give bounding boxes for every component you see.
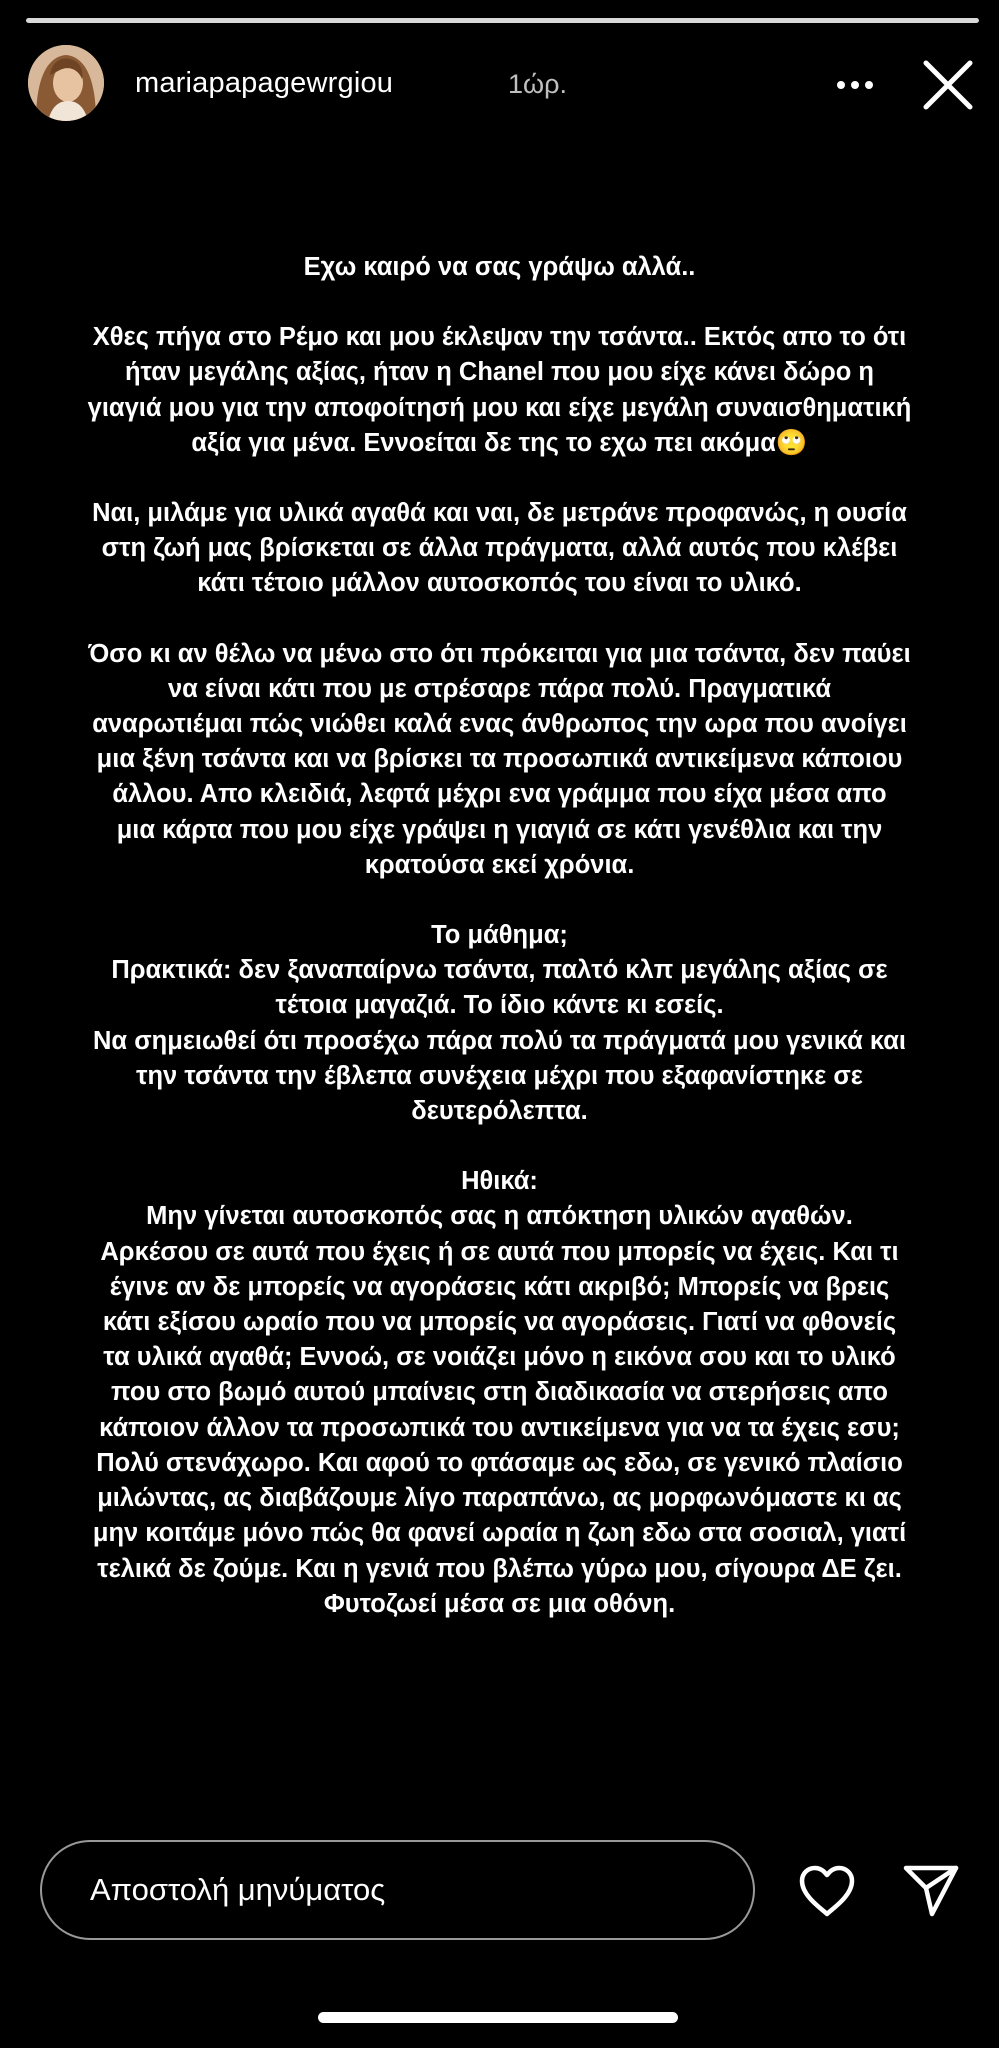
story-line: Ηθικά: [461, 1167, 538, 1196]
story-header [28, 45, 978, 125]
close-button[interactable] [920, 57, 976, 113]
story-line: Μην γίνεται αυτοσκοπός σας η απόκτηση υλικών αγαθών. [146, 1202, 853, 1231]
story-line: κάτι τέτοιο μάλλον αυτοσκοπός του είναι το υλικό. [197, 569, 802, 598]
story-line: Χθες πήγα στο Ρέμο και μου έκλεψαν την τσάντα.. Εκτός απο το ότι [92, 323, 907, 352]
story-paragraph [20, 250, 979, 285]
story-line: την τσάντα την έβλεπα συνέχεια μέχρι που εξαφανίστηκε σε [136, 1061, 863, 1090]
story-line: Πρακτικά: δεν ξαναπαίρνω τσάντα, παλτό κλπ μεγάλης αξίας σε [111, 956, 888, 985]
paper-plane-icon [902, 1862, 960, 1918]
story-footer [40, 1840, 960, 1944]
story-line: άλλου. Απο κλειδιά, λεφτά μέχρι ενα γράμμα που είχα μέσα απο [112, 780, 887, 809]
story-line: κρατούσα εκεί χρόνια. [364, 850, 635, 879]
story-line: μια κάρτα που μου είχε γράψει η γιαγιά σε κάτι γενέθλια και την [116, 815, 883, 844]
like-button[interactable] [798, 1864, 856, 1918]
story-timestamp: 1ώρ. [508, 69, 567, 99]
username[interactable]: mariapapagewrgiou [135, 67, 394, 99]
message-input[interactable] [40, 1840, 755, 1940]
story-line: Φυτοζωεί μέσα σε μια οθόνη. [323, 1589, 676, 1618]
story-paragraph [20, 320, 979, 461]
story-line: μιλώντας, ας διαβάζουμε λίγο παραπάνω, ας μορφωνόμαστε κι ας [97, 1484, 902, 1513]
avatar[interactable] [28, 45, 104, 121]
story-line: Όσο κι αν θέλω να μένω στο ότι πρόκειται για μια τσάντα, δεν παύει [88, 639, 911, 668]
story-line: αξία για μένα. Εννοείται δε της το εχω πει ακόμα🙄 [191, 428, 808, 457]
story-line: που στο βωμό αυτού μπαίνεις στη διαδικασία να στερήσεις απο [111, 1378, 888, 1407]
story-line: στη ζωή μας βρίσκεται σε άλλα πράγματα, αλλά αυτός που κλέβει [101, 534, 898, 563]
story-line: Το μάθημα; [431, 921, 568, 950]
story-line: δευτερόλεπτα. [411, 1097, 588, 1126]
story-line: μια ξένη τσάντα και να βρίσκει τα προσωπικά αντικείμενα κάποιου [96, 745, 903, 774]
story-paragraph [20, 918, 979, 1129]
story-line: ήταν μεγάλης αξίας, ήταν η Chanel που μου είχε κάνει δώρο η [124, 358, 875, 387]
send-button[interactable] [902, 1862, 960, 1918]
story-paragraph [20, 496, 979, 602]
story-line: έγινε αν δε μπορείς να αγοράσεις κάτι ακριβό; Μπορείς να βρεις [109, 1272, 890, 1301]
story-line: μην κοιτάμε μόνο πώς θα φανεί ωραία η ζωη εδω στα σοσιαλ, γιατί [92, 1519, 907, 1548]
story-progress-fill [26, 18, 979, 23]
story-line: γιαγιά μου για την αποφοίτησή μου και είχε μεγάλη συναισθηματική [87, 393, 912, 422]
story-progress-bar [26, 18, 979, 23]
heart-icon [798, 1864, 856, 1918]
story-line: Να σημειωθεί ότι προσέχω πάρα πολύ τα πράγματά μου γενικά και [93, 1026, 906, 1055]
story-line: κάποιον άλλον τα προσωπικά του αντικείμενα για να τα έχεις εσυ; [99, 1413, 900, 1442]
story-line: Πολύ στενάχωρο. Και αφού το φτάσαμε ως εδω, σε γενικό πλαίσιο [96, 1448, 903, 1477]
more-horizontal-icon [830, 65, 880, 105]
story-text-body [20, 250, 979, 1657]
story-line: τελικά δε ζούμε. Και η γενιά που βλέπω γύρω μου, σίγουρα ΔΕ ζει. [97, 1554, 902, 1583]
story-paragraph [20, 637, 979, 883]
story-line: τέτοια μαγαζιά. Το ίδιο κάντε κι εσείς. [275, 991, 724, 1020]
story-line: να είναι κάτι που με στρέσαρε πάρα πολύ. Πραγματικά [167, 674, 832, 703]
story-line: κάτι εξίσου ωραίο που να μπορείς να αγοράσεις. Γιατί να φθονείς [102, 1308, 897, 1337]
story-line: Ναι, μιλάμε για υλικά αγαθά και ναι, δε μετράνε προφανώς, η ουσία [92, 499, 907, 528]
home-indicator[interactable] [318, 2012, 678, 2023]
story-line: τα υλικά αγαθά; Εννοώ, σε νοιάζει μόνο η εικόνα σου και το υλικό [103, 1343, 896, 1372]
story-paragraph [20, 1164, 979, 1622]
close-icon [920, 57, 976, 113]
story-line: Αρκέσου σε αυτά που έχεις ή σε αυτά που μπορείς να έχεις. Και τι [100, 1237, 899, 1266]
story-line: αναρωτιέμαι πώς νιώθει καλά ενας άνθρωπος την ωρα που ανοίγει [92, 710, 907, 739]
more-options-button[interactable] [830, 65, 880, 105]
story-line: Εχω καιρό να σας γράψω αλλά.. [303, 253, 696, 281]
